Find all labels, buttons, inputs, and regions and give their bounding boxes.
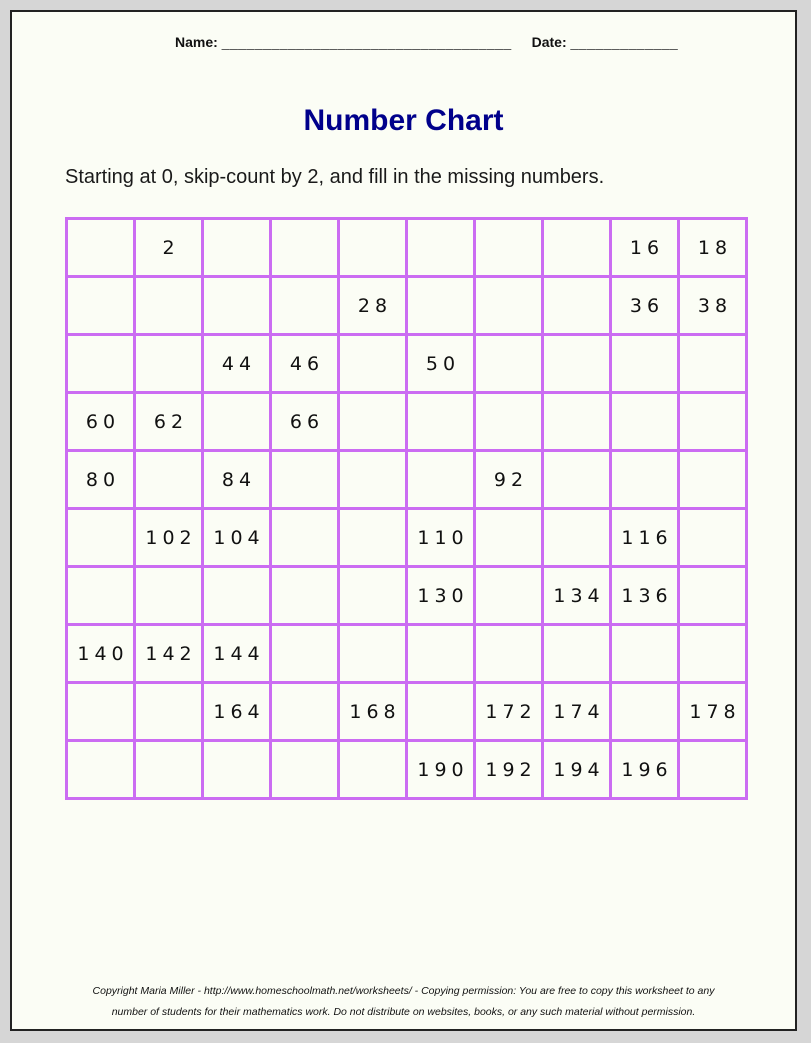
grid-cell: 18 bbox=[680, 220, 745, 275]
grid-cell bbox=[136, 452, 201, 507]
grid-cell bbox=[340, 568, 405, 623]
grid-cell: 174 bbox=[544, 684, 609, 739]
grid-cell bbox=[476, 220, 541, 275]
grid-cell bbox=[476, 626, 541, 681]
grid-cell bbox=[272, 510, 337, 565]
grid-cell bbox=[204, 394, 269, 449]
grid-cell bbox=[340, 394, 405, 449]
grid-cell: 46 bbox=[272, 336, 337, 391]
grid-cell bbox=[680, 510, 745, 565]
grid-cell: 134 bbox=[544, 568, 609, 623]
grid-cell bbox=[272, 684, 337, 739]
page-title: Number Chart bbox=[303, 104, 504, 137]
instruction-text: Starting at 0, skip-count by 2, and fill in the missing numbers. bbox=[65, 166, 605, 188]
grid-cell bbox=[204, 220, 269, 275]
grid-cell bbox=[340, 510, 405, 565]
copyright-footer bbox=[12, 981, 795, 1023]
name-label: Name: bbox=[175, 34, 218, 50]
name-blank-line: ___________________________________ bbox=[221, 34, 512, 50]
grid-cell bbox=[204, 568, 269, 623]
grid-cell bbox=[340, 220, 405, 275]
grid-cell: 62 bbox=[136, 394, 201, 449]
grid-cell bbox=[340, 336, 405, 391]
grid-cell bbox=[136, 568, 201, 623]
grid-cell: 80 bbox=[68, 452, 133, 507]
grid-cell bbox=[272, 278, 337, 333]
grid-cell bbox=[204, 278, 269, 333]
grid-cell bbox=[680, 568, 745, 623]
grid-cell bbox=[272, 220, 337, 275]
grid-cell bbox=[612, 394, 677, 449]
grid-cell bbox=[476, 394, 541, 449]
grid-cell bbox=[408, 452, 473, 507]
grid-cell: 196 bbox=[612, 742, 677, 797]
grid-cell: 136 bbox=[612, 568, 677, 623]
grid-cell bbox=[136, 742, 201, 797]
grid-cell bbox=[544, 452, 609, 507]
grid-cell bbox=[476, 568, 541, 623]
grid-cell: 36 bbox=[612, 278, 677, 333]
grid-cell bbox=[68, 568, 133, 623]
grid-cell bbox=[272, 742, 337, 797]
grid-cell: 44 bbox=[204, 336, 269, 391]
grid-cell: 60 bbox=[68, 394, 133, 449]
grid-cell bbox=[612, 452, 677, 507]
grid-cell bbox=[612, 336, 677, 391]
grid-cell: 168 bbox=[340, 684, 405, 739]
grid-cell: 102 bbox=[136, 510, 201, 565]
grid-cell bbox=[68, 742, 133, 797]
grid-cell bbox=[680, 626, 745, 681]
grid-cell bbox=[680, 742, 745, 797]
grid-cell: 140 bbox=[68, 626, 133, 681]
grid-cell bbox=[68, 220, 133, 275]
grid-cell bbox=[544, 220, 609, 275]
grid-cell: 16 bbox=[612, 220, 677, 275]
grid-cell bbox=[612, 626, 677, 681]
grid-cell bbox=[136, 336, 201, 391]
grid-cell: 50 bbox=[408, 336, 473, 391]
grid-cell bbox=[136, 278, 201, 333]
grid-cell: 192 bbox=[476, 742, 541, 797]
grid-cell bbox=[680, 452, 745, 507]
grid-cell bbox=[136, 684, 201, 739]
grid-cell bbox=[544, 278, 609, 333]
grid-cell bbox=[408, 220, 473, 275]
grid-cell bbox=[272, 452, 337, 507]
grid-cell bbox=[476, 510, 541, 565]
number-grid bbox=[65, 217, 748, 800]
grid-cell: 110 bbox=[408, 510, 473, 565]
grid-cell bbox=[408, 626, 473, 681]
grid-cell bbox=[408, 278, 473, 333]
grid-cell: 194 bbox=[544, 742, 609, 797]
grid-cell bbox=[68, 336, 133, 391]
copyright-line-2: number of students for their mathematics work. Do not distribute on websites, books, or any such material without permission. bbox=[111, 1006, 696, 1018]
grid-cell: 66 bbox=[272, 394, 337, 449]
grid-cell bbox=[544, 510, 609, 565]
grid-cell bbox=[544, 394, 609, 449]
grid-cell bbox=[408, 684, 473, 739]
worksheet-page bbox=[10, 10, 797, 1031]
date-blank-line: _____________ bbox=[570, 34, 679, 50]
grid-cell bbox=[68, 278, 133, 333]
grid-cell bbox=[680, 336, 745, 391]
grid-cell bbox=[544, 626, 609, 681]
grid-cell: 2 bbox=[136, 220, 201, 275]
grid-cell bbox=[476, 278, 541, 333]
grid-cell bbox=[68, 510, 133, 565]
grid-cell: 84 bbox=[204, 452, 269, 507]
grid-cell bbox=[340, 452, 405, 507]
grid-cell: 28 bbox=[340, 278, 405, 333]
header-line bbox=[175, 34, 678, 50]
grid-cell bbox=[476, 336, 541, 391]
grid-cell bbox=[272, 568, 337, 623]
grid-cell bbox=[204, 742, 269, 797]
grid-cell: 92 bbox=[476, 452, 541, 507]
grid-cell: 190 bbox=[408, 742, 473, 797]
grid-cell: 130 bbox=[408, 568, 473, 623]
grid-cell: 104 bbox=[204, 510, 269, 565]
grid-cell: 144 bbox=[204, 626, 269, 681]
grid-cell bbox=[544, 336, 609, 391]
grid-cell: 164 bbox=[204, 684, 269, 739]
grid-cell bbox=[680, 394, 745, 449]
grid-cell bbox=[612, 684, 677, 739]
grid-cell bbox=[340, 626, 405, 681]
grid-cell bbox=[272, 626, 337, 681]
grid-cell bbox=[340, 742, 405, 797]
grid-cell: 38 bbox=[680, 278, 745, 333]
copyright-line-1: Copyright Maria Miller - http://www.homeschoolmath.net/worksheets/ - Copying permission: You are free to copy this worksheet to any bbox=[92, 985, 715, 997]
grid-cell: 116 bbox=[612, 510, 677, 565]
grid-cell bbox=[68, 684, 133, 739]
grid-cell: 142 bbox=[136, 626, 201, 681]
grid-cell: 178 bbox=[680, 684, 745, 739]
date-label: Date: bbox=[531, 34, 567, 50]
grid-cell: 172 bbox=[476, 684, 541, 739]
grid-cell bbox=[408, 394, 473, 449]
